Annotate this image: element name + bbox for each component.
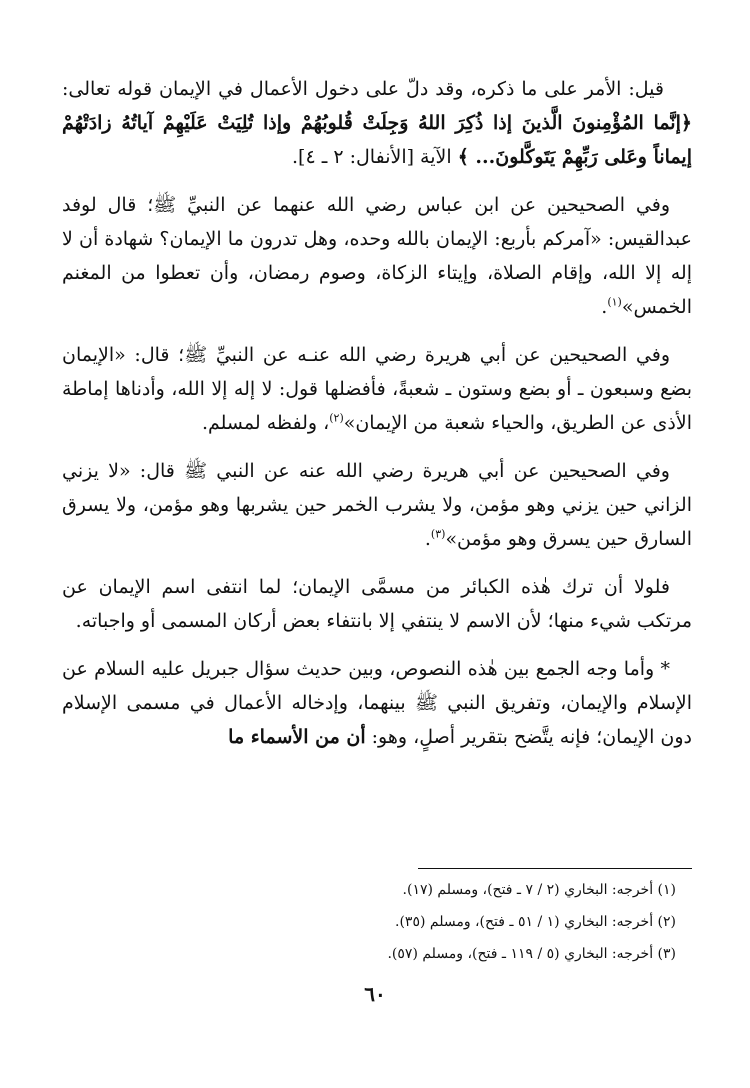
paragraph-4-text: وفي الصحيحين عن أبي هريرة رضي الله عنه عن النبي ﷺ قال: «لا يزني الزاني حين يزني وهو مؤمن، ولا يشرب الخمر حين يشربها وهو مؤمن، ولا يسرق السارق حين يسرق وهو مؤمن» <box>62 460 692 550</box>
verse-reference: الآية [الأنفال: ٢ ـ ٤]. <box>292 146 458 168</box>
paragraph-6-bold: أن من الأسماء ما <box>228 726 366 748</box>
quran-verse: ﴿إنَّما المُؤْمِنونَ الَّذينَ إذا ذُكِرَ اللهُ وَجِلَتْ قُلوبُهُمْ وإذا تُلِيَتْ عَلَيْهِمْ آياتُهُ زادَتْهُمْ إيماناً وعَلى رَبِّهِمْ يَتَوكَّلونَ... ﴾ <box>62 112 692 168</box>
footnote-2: (٢) أخرجه: البخاري (١ / ٥١ ـ فتح)، ومسلم (٣٥). <box>395 914 676 930</box>
footnote-ref-3[interactable]: (٣) <box>430 527 446 541</box>
footnote-ref-1[interactable]: (١) <box>607 295 622 309</box>
paragraph-4 <box>62 454 692 556</box>
paragraph-3-end: ، ولفظه لمسلم. <box>201 412 330 434</box>
main-text <box>62 72 692 768</box>
paragraph-6 <box>62 652 692 754</box>
paragraph-2-end: . <box>601 296 608 318</box>
footnote-1: (١) أخرجه: البخاري (٢ / ٧ ـ فتح)، ومسلم (١٧). <box>402 882 676 898</box>
footnotes <box>62 874 692 970</box>
paragraph-2 <box>62 188 692 324</box>
paragraph-3 <box>62 338 692 440</box>
footnote-divider <box>418 868 692 869</box>
paragraph-6-text: * وأما وجه الجمع بين هٰذه النصوص، وبين حديث سؤال جبريل عليه السلام عن الإسلام والإيمان، وتفريق النبي ﷺ بينهما، وإدخاله الأعمال في مسمى الإسلام دون الإيمان؛ فإنه يتَّضح بتقرير أصلٍ، وهو: <box>62 658 692 748</box>
paragraph-3-text: وفي الصحيحين عن أبي هريرة رضي الله عنـه عن النبيِّ ﷺ؛ قال: «الإيمان بضع وسبعون ـ أو بضع وستون ـ شعبةً، فأفضلها قول: لا إله إلا الله، وأدناها إماطة الأذى عن الطريق، والحياء شعبة من الإيمان» <box>62 344 692 434</box>
paragraph-5-text: فلولا أن ترك هٰذه الكبائر من مسمَّى الإيمان؛ لما انتفى اسم الإيمان عن مرتكب شيء منها؛ لأن الاسم لا ينتفي إلا بانتفاء بعض أركان المسمى أو واجباته. <box>62 576 692 632</box>
paragraph-1-lead: قيل: الأمر على ما ذكره، وقد دلّ على دخول الأعمال في الإيمان قوله تعالى: <box>62 78 664 100</box>
paragraph-5 <box>62 570 692 638</box>
page-number: ٦٠ <box>364 982 386 1006</box>
footnote-3: (٣) أخرجه: البخاري (٥ / ١١٩ ـ فتح)، ومسلم (٥٧). <box>387 946 676 962</box>
paragraph-2-text: وفي الصحيحين عن ابن عباس رضي الله عنهما عن النبيِّ ﷺ؛ قال لوفد عبدالقيس: «آمركم بأربع: الإيمان بالله وحده، وهل تدرون ما الإيمان؟ شهادة أن لا إله إلا الله، وإقام الصلاة، وإيتاء الزكاة، وصوم رمضان، وأن تعطوا من المغنم الخمس» <box>62 194 692 318</box>
paragraph-4-end: . <box>424 528 431 550</box>
paragraph-1 <box>62 72 692 174</box>
footnote-ref-2[interactable]: (٢) <box>329 411 344 425</box>
